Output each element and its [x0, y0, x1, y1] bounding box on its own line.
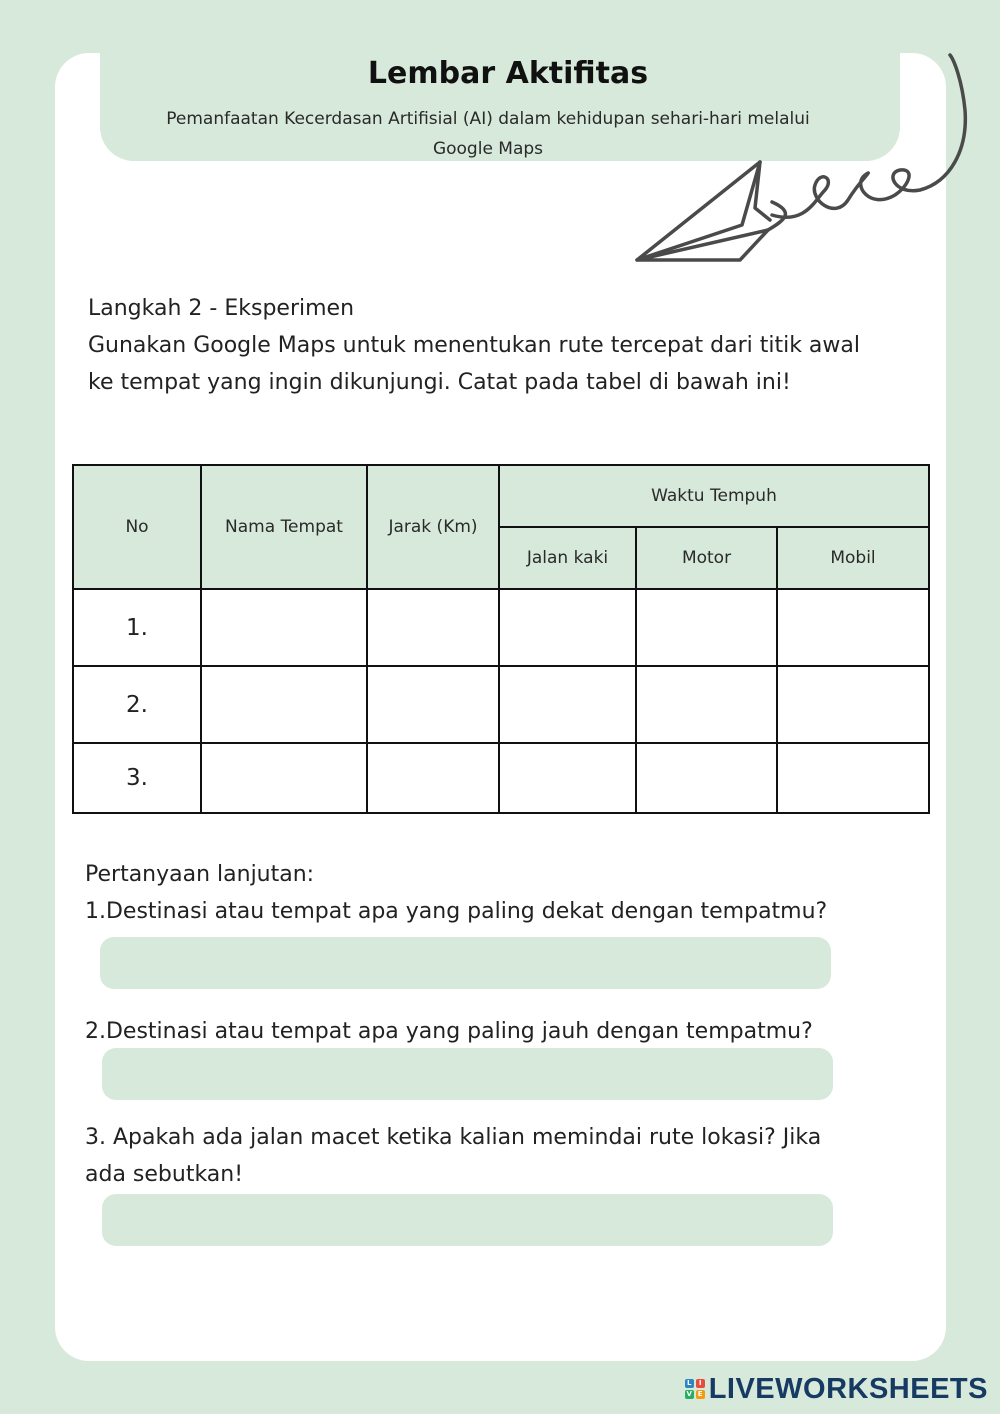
header-walk: Jalan kaki: [499, 527, 636, 589]
question-2: 2.Destinasi atau tempat apa yang paling jauh dengan tempatmu?: [85, 1019, 813, 1044]
table-row: [73, 743, 929, 813]
logo-mark-icon: L I V E: [685, 1379, 705, 1399]
place-name-cell[interactable]: [201, 743, 367, 813]
subtitle-line-1: Pemanfaatan Kecerdasan Artifisial (AI) dalam kehidupan sehari-hari melalui: [166, 109, 810, 129]
route-table: [72, 464, 930, 814]
header-place-name: Nama Tempat: [201, 465, 367, 589]
answer-field-1[interactable]: [100, 937, 831, 989]
answer-field-3[interactable]: [102, 1194, 833, 1246]
place-name-cell[interactable]: [201, 666, 367, 743]
distance-cell[interactable]: [367, 666, 499, 743]
row-number: 3.: [73, 743, 201, 813]
motor-time-cell[interactable]: [636, 666, 777, 743]
walk-time-cell[interactable]: [499, 589, 636, 666]
instruction-line-1: Gunakan Google Maps untuk menentukan rute tercepat dari titik awal: [88, 333, 860, 358]
car-time-cell[interactable]: [777, 743, 929, 813]
walk-time-cell[interactable]: [499, 743, 636, 813]
row-number: 2.: [73, 666, 201, 743]
header-travel-time: Waktu Tempuh: [499, 465, 929, 527]
walk-time-cell[interactable]: [499, 666, 636, 743]
car-time-cell[interactable]: [777, 589, 929, 666]
page-title: Lembar Aktifitas: [367, 56, 649, 91]
header-motor: Motor: [636, 527, 777, 589]
header-no: No: [73, 465, 201, 589]
question-3-line-2: ada sebutkan!: [85, 1162, 244, 1187]
car-time-cell[interactable]: [777, 666, 929, 743]
motor-time-cell[interactable]: [636, 743, 777, 813]
table-row: [73, 589, 929, 666]
instruction-line-2: ke tempat yang ingin dikunjungi. Catat pada tabel di bawah ini!: [88, 370, 791, 395]
questions-heading: [85, 856, 915, 930]
logo-text: LIVEWORKSHEETS: [708, 1372, 988, 1405]
motor-time-cell[interactable]: [636, 589, 777, 666]
liveworksheets-logo[interactable]: [685, 1372, 988, 1406]
question-3-line-1: 3. Apakah ada jalan macet ketika kalian memindai rute lokasi? Jika: [85, 1125, 822, 1150]
distance-cell[interactable]: [367, 743, 499, 813]
distance-cell[interactable]: [367, 589, 499, 666]
step-label: Langkah 2 - Eksperimen: [88, 296, 355, 321]
question-1: 1.Destinasi atau tempat apa yang paling dekat dengan tempatmu?: [85, 899, 828, 924]
answer-field-2[interactable]: [102, 1048, 833, 1100]
table-row: [73, 666, 929, 743]
questions-title: Pertanyaan lanjutan:: [85, 862, 315, 887]
paper-plane-icon: [620, 50, 980, 280]
subtitle-line-2: Google Maps: [432, 139, 544, 159]
header-car: Mobil: [777, 527, 929, 589]
row-number: 1.: [73, 589, 201, 666]
header-distance: Jarak (Km): [367, 465, 499, 589]
place-name-cell[interactable]: [201, 589, 367, 666]
question-3: [85, 1119, 915, 1193]
intro-section: [88, 290, 918, 401]
